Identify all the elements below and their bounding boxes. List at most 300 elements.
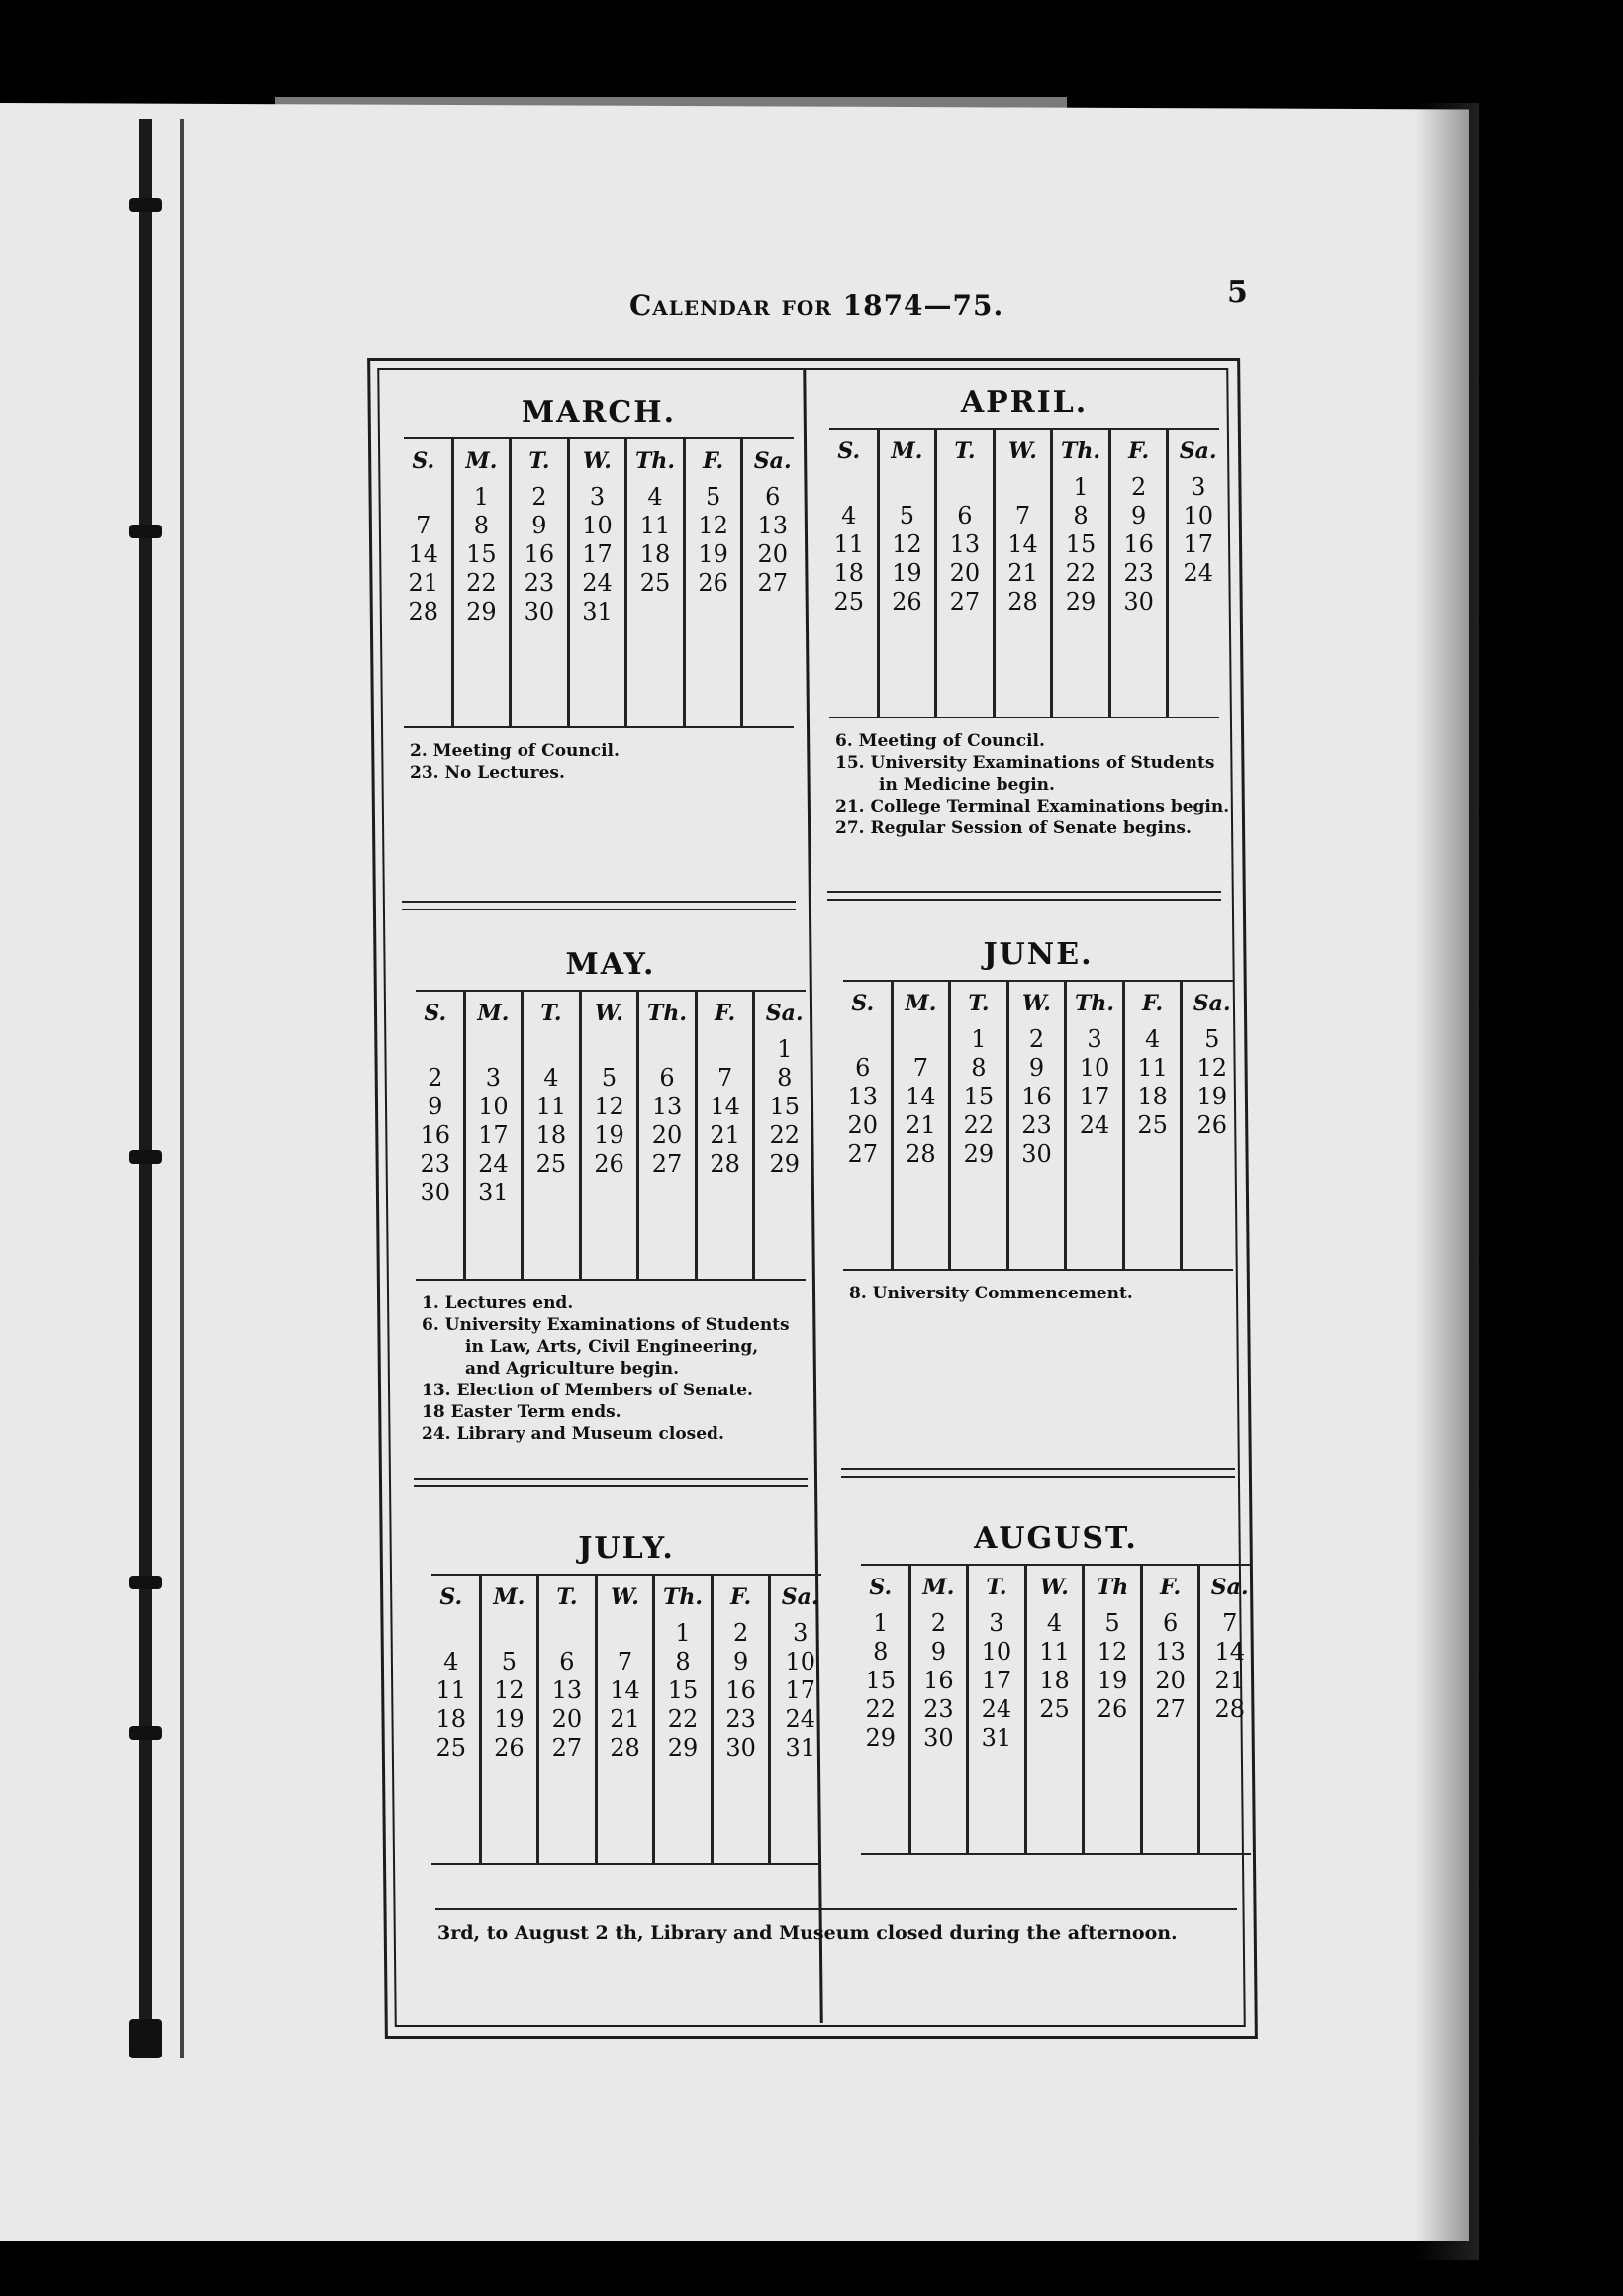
weekday-column [911,1566,970,1853]
day-number: 6 [1162,1609,1179,1637]
weekday-column [1067,982,1125,1269]
note-line: in Medicine begin. [879,775,1055,795]
day-number: 19 [1097,1667,1128,1694]
weekday-column [880,430,938,717]
day-number: 10 [981,1638,1012,1666]
day-number: 30 [524,598,555,625]
weekday-header: Th. [1061,438,1101,464]
day-number: 5 [601,1064,618,1092]
weekday-header: M. [891,438,923,464]
day-number: 12 [1196,1054,1227,1082]
day-number: 7 [617,1648,633,1675]
day-number: 8 [473,512,489,539]
weekday-header: F. [1160,1575,1182,1600]
day-number: 20 [651,1121,683,1149]
day-number [937,473,993,502]
weekday-column [1143,1566,1201,1853]
day-number: 25 [435,1734,467,1762]
day-number: 12 [698,512,728,539]
day-number: 23 [1123,559,1154,587]
weekday-header: S. [439,1584,463,1610]
day-number [1125,1140,1181,1169]
day-number: 1 [473,483,489,511]
day-number: 27 [551,1734,583,1762]
day-number: 5 [1204,1025,1220,1053]
month-title: MARCH. [521,395,677,430]
day-number [1067,1140,1122,1169]
weekday-column [969,1566,1027,1853]
weekday-column [1169,430,1227,717]
day-number: 21 [906,1111,936,1139]
weekday-header: F. [1128,438,1150,464]
note-line: 23. No Lectures. [410,763,565,783]
note-line: 6. Meeting of Council. [835,731,1045,751]
day-number: 26 [594,1150,624,1178]
weekday-header: Th [1096,1575,1129,1600]
day-number: 22 [865,1695,897,1723]
day-number: 31 [478,1179,509,1206]
month-day-grid [424,1576,829,1863]
weekday-column [655,1576,714,1863]
day-number: 28 [408,598,439,625]
day-number: 25 [535,1150,567,1178]
day-number [582,1035,637,1064]
section-double-rule [827,891,1221,901]
grid-bottom-rule [431,1863,821,1865]
section-double-rule [841,1468,1235,1478]
month-notes [835,1271,1241,1468]
day-number: 9 [1130,502,1147,529]
day-number [482,1619,537,1648]
weekday-column [821,430,880,717]
day-number: 16 [524,540,555,568]
month-title: MAY. [565,947,656,982]
day-number [466,1035,522,1064]
day-number: 10 [478,1093,509,1120]
day-number: 27 [651,1150,683,1178]
day-number: 13 [1155,1638,1186,1666]
day-number: 16 [1021,1083,1052,1110]
day-number: 13 [757,512,788,539]
day-number: 13 [847,1083,879,1110]
weekday-header: Sa. [1193,991,1231,1016]
footer-rule [435,1908,1237,1910]
day-number [1027,1724,1083,1753]
day-number: 15 [963,1083,995,1110]
weekday-column [1053,430,1111,717]
page-title: Calendar for 1874—75. [629,289,1004,322]
day-number: 23 [1021,1111,1052,1139]
month-title: JULY. [578,1531,675,1566]
day-number: 16 [420,1121,451,1149]
note-line: 2. Meeting of Council. [410,741,620,761]
day-number: 4 [543,1064,559,1092]
weekday-header: W. [583,448,612,474]
day-number: 17 [478,1121,509,1149]
weekday-header: S. [851,991,875,1016]
weekday-header: F. [703,448,724,474]
day-number [524,1035,579,1064]
day-number: 5 [501,1648,517,1675]
weekday-column [1200,1566,1259,1853]
day-number: 29 [865,1724,897,1752]
day-number: 18 [435,1705,467,1733]
day-number [408,1035,463,1064]
weekday-column [894,982,952,1269]
day-number [686,598,741,626]
day-number: 9 [428,1093,443,1120]
day-number: 23 [420,1150,451,1178]
weekday-column [627,439,686,726]
day-number: 10 [785,1648,815,1675]
day-number: 14 [1007,530,1038,558]
day-number: 3 [1087,1025,1102,1053]
day-number: 29 [1065,588,1097,616]
day-number [582,1179,637,1207]
day-number: 6 [855,1054,871,1082]
day-number: 3 [1191,473,1206,501]
day-number: 6 [659,1064,675,1092]
day-number: 15 [1065,530,1097,558]
day-number: 24 [981,1695,1012,1723]
weekday-header: S. [869,1575,893,1600]
day-number: 26 [1097,1695,1128,1723]
month-title: APRIL. [960,385,1089,420]
weekday-header: M. [905,991,937,1016]
day-number: 19 [1196,1083,1227,1110]
day-number: 22 [963,1111,995,1139]
weekday-column [951,982,1009,1269]
day-number: 4 [841,502,857,529]
day-number: 18 [639,540,671,568]
weekday-column [771,1576,829,1863]
binding-stitch [129,525,162,538]
day-number: 11 [1137,1054,1168,1082]
day-number: 13 [651,1093,683,1120]
day-number: 20 [757,540,788,568]
weekday-column [598,1576,656,1863]
note-line: and Agriculture begin. [465,1359,680,1379]
binding-stitch [129,198,162,212]
weekday-column [1183,982,1241,1269]
day-number [639,1179,695,1207]
day-number: 2 [1028,1025,1045,1053]
section-double-rule [414,1478,808,1487]
day-number: 28 [710,1150,740,1178]
note-line: in Law, Arts, Civil Engineering, [465,1337,759,1357]
day-number: 1 [971,1025,987,1053]
day-number: 7 [716,1064,733,1092]
day-number: 27 [949,588,981,616]
day-number: 30 [923,1724,954,1752]
day-number [424,1619,479,1648]
day-number [743,598,802,626]
day-number: 18 [535,1121,567,1149]
day-number: 19 [594,1121,624,1149]
note-line: 18 Easter Term ends. [422,1402,621,1422]
day-number [1169,588,1227,617]
day-number: 29 [963,1140,995,1168]
weekday-column [1027,1566,1086,1853]
day-number: 21 [710,1121,740,1149]
weekday-header: M. [922,1575,955,1600]
day-number: 6 [957,502,973,529]
day-number: 26 [892,588,922,616]
day-number [627,598,683,626]
day-number: 5 [705,483,721,511]
day-number: 12 [1097,1638,1128,1666]
day-number [524,1179,579,1207]
book-spine [139,119,152,2058]
weekday-column [466,992,525,1279]
day-number: 4 [443,1648,459,1675]
binding-stitch [129,1150,162,1164]
day-number: 25 [639,569,671,597]
day-number: 27 [847,1140,879,1168]
day-number: 21 [408,569,439,597]
weekday-header: M. [493,1584,525,1610]
day-number: 7 [1222,1609,1238,1637]
day-number: 21 [1214,1667,1245,1694]
day-number: 11 [639,512,671,539]
day-number: 28 [1007,588,1038,616]
weekday-header: T. [556,1584,578,1610]
weekday-column [524,992,582,1279]
day-number: 23 [725,1705,756,1733]
day-number: 3 [989,1609,1004,1637]
day-number: 27 [1155,1695,1186,1723]
note-line: 1. Lectures end. [422,1293,574,1313]
day-number: 5 [899,502,914,529]
weekday-header: Th. [635,448,676,474]
day-number [698,1179,753,1207]
book-spine-thread [180,119,184,2058]
day-number: 16 [923,1667,954,1694]
day-number: 22 [769,1121,800,1149]
day-number: 22 [466,569,497,597]
note-line: 15. University Examinations of Students [835,753,1215,773]
weekday-header: W. [1008,438,1037,464]
day-number [1183,1140,1241,1169]
weekday-header: M. [465,448,498,474]
day-number: 28 [1214,1695,1245,1723]
weekday-header: S. [837,438,861,464]
day-number: 28 [610,1734,640,1762]
month-block-august [853,1514,1259,1855]
day-number: 1 [675,1619,691,1647]
note-line: 6. University Examinations of Students [422,1315,790,1335]
weekday-column [853,1566,911,1853]
day-number: 29 [769,1150,800,1178]
day-number: 23 [524,569,555,597]
weekday-header: S. [424,1001,447,1026]
page-number: 5 [1227,275,1248,310]
day-number: 31 [981,1724,1012,1752]
day-number: 5 [1104,1609,1120,1637]
day-number [1085,1724,1140,1753]
day-number: 10 [1079,1054,1110,1082]
weekday-header: W. [611,1584,639,1610]
day-number: 2 [1130,473,1147,501]
day-number: 31 [785,1734,815,1762]
day-number: 26 [494,1734,525,1762]
footer-note: 3rd, to August 2 th, Library and Museum closed during the afternoon. [437,1922,1178,1944]
day-number: 11 [535,1093,567,1120]
weekday-header: Sa. [765,1001,804,1026]
note-line: 13. Election of Members of Senate. [422,1381,753,1400]
day-number: 15 [466,540,497,568]
weekday-header: F. [1142,991,1164,1016]
month-notes [396,728,802,901]
day-number: 24 [582,569,613,597]
weekday-column [1085,1566,1143,1853]
weekday-header: F. [730,1584,752,1610]
day-number: 3 [485,1064,501,1092]
day-number: 26 [698,569,728,597]
weekday-column [582,992,640,1279]
weekday-column [743,439,802,726]
day-number: 23 [923,1695,954,1723]
note-line: 21. College Terminal Examinations begin. [835,797,1230,816]
day-number: 9 [531,512,547,539]
day-number: 29 [466,598,497,625]
weekday-header: T. [528,448,550,474]
weekday-header: S. [412,448,435,474]
day-number: 20 [847,1111,879,1139]
weekday-column [539,1576,598,1863]
day-number: 9 [930,1638,946,1666]
day-number: 7 [1014,502,1031,529]
month-day-grid [408,992,813,1279]
grid-bottom-rule [861,1853,1251,1855]
day-number: 10 [582,512,613,539]
day-number: 2 [732,1619,749,1647]
day-number: 8 [873,1638,889,1666]
month-title: AUGUST. [974,1521,1138,1556]
day-number [880,473,935,502]
day-number: 3 [589,483,606,511]
day-number: 13 [551,1676,583,1704]
day-number [539,1619,595,1648]
day-number: 12 [494,1676,525,1704]
weekday-header: Sa. [781,1584,819,1610]
day-number: 14 [710,1093,740,1120]
weekday-header: F. [715,1001,736,1026]
day-number: 9 [1028,1054,1045,1082]
binding-stitch [129,1726,162,1740]
month-day-grid [396,439,802,726]
note-line: 8. University Commencement. [849,1284,1133,1303]
page-shadow [1415,103,1479,2260]
day-number: 24 [478,1150,509,1178]
day-number: 20 [949,559,981,587]
weekday-column [686,439,744,726]
month-block-june [835,930,1241,1478]
month-day-grid [821,430,1227,717]
day-number: 22 [1065,559,1097,587]
weekday-column [835,982,894,1269]
day-number: 2 [531,483,547,511]
day-number: 15 [667,1676,699,1704]
weekday-column [1125,982,1184,1269]
day-number: 19 [698,540,728,568]
weekday-column [408,992,466,1279]
day-number: 30 [420,1179,451,1206]
weekday-column [755,992,813,1279]
day-number: 14 [610,1676,640,1704]
day-number: 22 [667,1705,699,1733]
weekday-column [454,439,513,726]
weekday-column [714,1576,772,1863]
day-number: 4 [647,483,663,511]
day-number [639,1035,695,1064]
weekday-column [937,430,996,717]
day-number: 24 [1079,1111,1110,1139]
day-number: 2 [428,1064,443,1092]
day-number: 20 [1155,1667,1186,1694]
day-number: 18 [833,559,865,587]
day-number: 17 [785,1676,815,1704]
day-number: 8 [1073,502,1089,529]
day-number: 4 [1144,1025,1161,1053]
weekday-header: Sa. [1179,438,1217,464]
day-number: 15 [769,1093,800,1120]
weekday-column [482,1576,540,1863]
weekday-header: T. [968,991,990,1016]
day-number: 12 [594,1093,624,1120]
weekday-header: W. [1022,991,1051,1016]
day-number: 14 [906,1083,936,1110]
day-number: 14 [408,540,439,568]
weekday-header: M. [477,1001,510,1026]
day-number [1143,1724,1198,1753]
day-number: 17 [582,540,613,568]
weekday-header: Sa. [753,448,792,474]
weekday-column [996,430,1054,717]
day-number: 10 [1183,502,1213,529]
day-number: 17 [981,1667,1012,1694]
day-number: 25 [833,588,865,616]
month-block-may [408,940,813,1487]
day-number: 6 [765,483,781,511]
weekday-header: W. [595,1001,623,1026]
month-title: JUNE. [983,937,1094,972]
day-number: 1 [1073,473,1089,501]
weekday-header: W. [1040,1575,1069,1600]
day-number: 7 [416,512,431,539]
weekday-header: Sa. [1210,1575,1249,1600]
section-double-rule [402,901,796,910]
month-day-grid [835,982,1241,1269]
day-number: 15 [865,1667,897,1694]
note-line: 24. Library and Museum closed. [422,1424,724,1444]
day-number: 29 [667,1734,699,1762]
day-number: 19 [892,559,922,587]
weekday-header: T. [986,1575,1007,1600]
day-number: 1 [873,1609,889,1637]
day-number: 7 [912,1054,928,1082]
day-number: 20 [551,1705,583,1733]
weekday-column [639,992,698,1279]
note-line: 27. Regular Session of Senate begins. [835,818,1192,838]
day-number: 13 [949,530,981,558]
weekday-column [570,439,628,726]
day-number: 3 [793,1619,809,1647]
day-number [598,1619,653,1648]
day-number: 19 [494,1705,525,1733]
weekday-header: Th. [647,1001,688,1026]
weekday-column [1111,430,1170,717]
